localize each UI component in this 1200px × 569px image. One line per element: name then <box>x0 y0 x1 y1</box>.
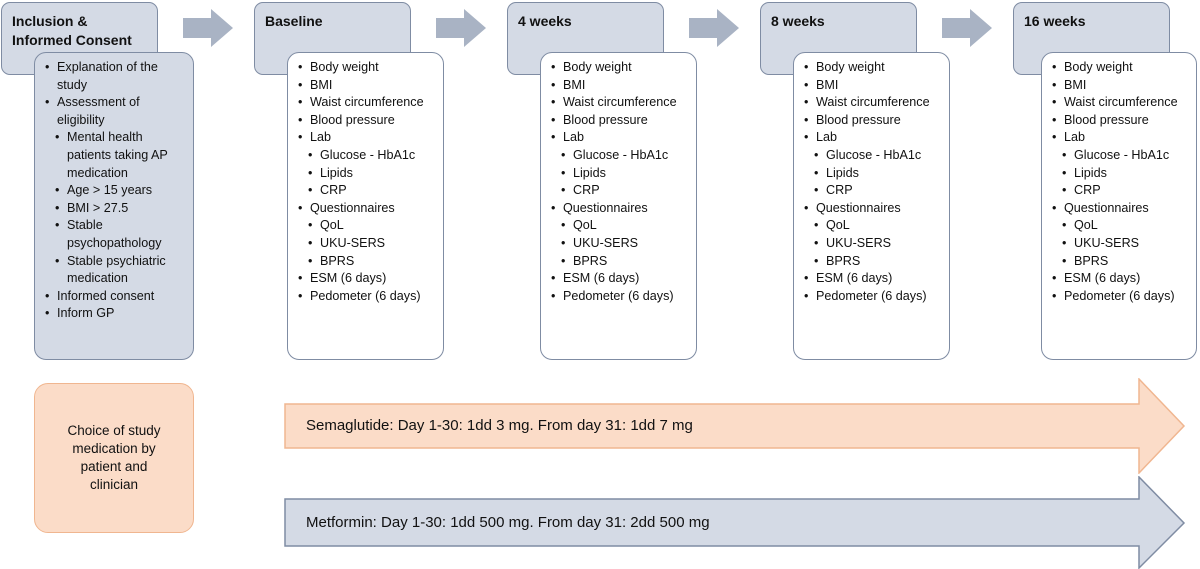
bullet-item: • Waist circumference <box>298 94 437 112</box>
stage-title-inclusion: Inclusion & Informed Consent <box>12 13 132 48</box>
bullet-item: • Body weight <box>298 59 437 77</box>
chevron-arrow-1-icon <box>183 9 233 47</box>
bullet-item: • BMI <box>298 77 437 95</box>
bullet-item: • BMI <box>1052 77 1190 95</box>
bullet-item: • Blood pressure <box>298 112 437 130</box>
sub-bullet-item: • QoL <box>814 217 943 235</box>
sub-bullet-item: • Stable psychiatric medication <box>55 253 187 288</box>
stage-card-baseline <box>287 52 444 360</box>
bullet-item: • Inform GP <box>45 305 187 323</box>
bullet-item: • Assessment of eligibility <box>45 94 187 129</box>
sub-bullet-item: • Age > 15 years <box>55 182 187 200</box>
semaglutide-arrow-label: Semaglutide: Day 1-30: 1dd 3 mg. From day 31: 1dd 7 mg <box>306 417 693 434</box>
stage-list-inclusion <box>45 59 187 323</box>
sub-bullet-item: • BMI > 27.5 <box>55 200 187 218</box>
bullet-item: • Pedometer (6 days) <box>298 288 437 306</box>
sub-bullet-item: • Lipids <box>1062 165 1190 183</box>
stage-title-baseline: Baseline <box>265 13 323 29</box>
bullet-item: • BMI <box>551 77 690 95</box>
sub-bullet-item: • BPRS <box>1062 253 1190 271</box>
chevron-arrow-4-icon <box>942 9 992 47</box>
bullet-item: • Pedometer (6 days) <box>804 288 943 306</box>
sub-bullet-item: • CRP <box>561 182 690 200</box>
sub-bullet-item: • CRP <box>308 182 437 200</box>
bullet-item: • Pedometer (6 days) <box>1052 288 1190 306</box>
sub-bullet-item: • Lipids <box>561 165 690 183</box>
bullet-item: • Questionnaires <box>298 200 437 218</box>
sub-bullet-item: • Lipids <box>308 165 437 183</box>
sub-bullet-item: • QoL <box>1062 217 1190 235</box>
sub-bullet-item: • UKU-SERS <box>814 235 943 253</box>
bullet-item: • ESM (6 days) <box>1052 270 1190 288</box>
bullet-item: • Questionnaires <box>551 200 690 218</box>
stage-list-8-weeks <box>804 59 943 305</box>
sub-bullet-item: • CRP <box>1062 182 1190 200</box>
sub-bullet-item: • CRP <box>814 182 943 200</box>
bullet-item: • Body weight <box>804 59 943 77</box>
chevron-arrow-2-icon <box>436 9 486 47</box>
bullet-item: • Waist circumference <box>551 94 690 112</box>
sub-bullet-item: • Glucose - HbA1c <box>561 147 690 165</box>
sub-bullet-item: • Glucose - HbA1c <box>1062 147 1190 165</box>
bullet-item: • Informed consent <box>45 288 187 306</box>
stage-card-8-weeks <box>793 52 950 360</box>
stage-title-8-weeks: 8 weeks <box>771 13 825 29</box>
bullet-item: • ESM (6 days) <box>551 270 690 288</box>
stage-card-16-weeks <box>1041 52 1197 360</box>
bullet-item: • BMI <box>804 77 943 95</box>
stage-list-16-weeks <box>1052 59 1190 305</box>
sub-bullet-item: • BPRS <box>814 253 943 271</box>
sub-bullet-item: • UKU-SERS <box>308 235 437 253</box>
stage-card-4-weeks <box>540 52 697 360</box>
medication-choice-box <box>34 383 194 533</box>
stage-list-4-weeks <box>551 59 690 305</box>
sub-bullet-item: • Stable psychopathology <box>55 217 187 252</box>
bullet-item: • Blood pressure <box>804 112 943 130</box>
stage-title-16-weeks: 16 weeks <box>1024 13 1086 29</box>
sub-bullet-item: • UKU-SERS <box>561 235 690 253</box>
stage-list-baseline <box>298 59 437 305</box>
stage-card-inclusion <box>34 52 194 360</box>
bullet-item: • Lab <box>1052 129 1190 147</box>
bullet-item: • Questionnaires <box>1052 200 1190 218</box>
bullet-item: • Questionnaires <box>804 200 943 218</box>
sub-bullet-item: • Glucose - HbA1c <box>308 147 437 165</box>
chevron-arrow-3-icon <box>689 9 739 47</box>
bullet-item: • Blood pressure <box>551 112 690 130</box>
sub-bullet-item: • QoL <box>308 217 437 235</box>
sub-bullet-item: • Glucose - HbA1c <box>814 147 943 165</box>
sub-bullet-item: • BPRS <box>308 253 437 271</box>
bullet-item: • Lab <box>551 129 690 147</box>
bullet-item: • Lab <box>298 129 437 147</box>
bullet-item: • ESM (6 days) <box>804 270 943 288</box>
metformin-arrow-label: Metformin: Day 1-30: 1dd 500 mg. From day 31: 2dd 500 mg <box>306 514 710 531</box>
sub-bullet-item: • QoL <box>561 217 690 235</box>
sub-bullet-item: • Mental health patients taking AP medication <box>55 129 187 182</box>
sub-bullet-item: • BPRS <box>561 253 690 271</box>
bullet-item: • Body weight <box>1052 59 1190 77</box>
stage-title-4-weeks: 4 weeks <box>518 13 572 29</box>
medication-choice-text: Choice of study medication by patient and clinician <box>67 423 161 492</box>
bullet-item: • Body weight <box>551 59 690 77</box>
bullet-item: • ESM (6 days) <box>298 270 437 288</box>
bullet-item: • Lab <box>804 129 943 147</box>
sub-bullet-item: • UKU-SERS <box>1062 235 1190 253</box>
sub-bullet-item: • Lipids <box>814 165 943 183</box>
bullet-item: • Explanation of the study <box>45 59 187 94</box>
bullet-item: • Waist circumference <box>1052 94 1190 112</box>
bullet-item: • Blood pressure <box>1052 112 1190 130</box>
bullet-item: • Pedometer (6 days) <box>551 288 690 306</box>
bullet-item: • Waist circumference <box>804 94 943 112</box>
